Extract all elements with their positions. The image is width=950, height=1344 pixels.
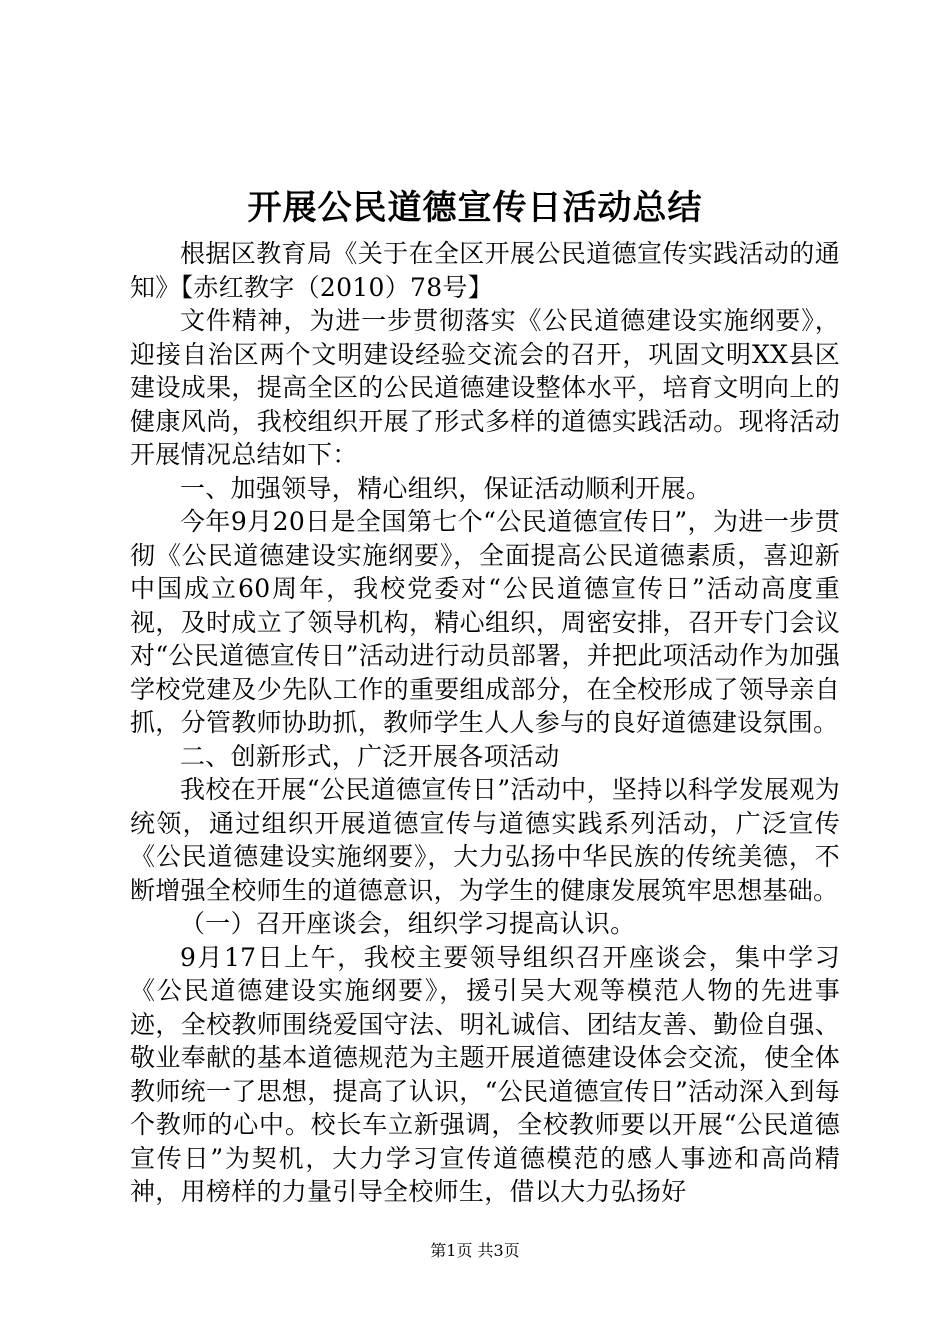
page-footer: 第1页 共3页 [430, 1241, 520, 1260]
paragraph: 文件精神，为进一步贯彻落实《公民道德建设实施纲要》，迎接自治区两个文明建设经验交流会的召开，巩固文明XX县区建设成果，提高全区的公民道德建设整体水平，培育文明向上的健康风尚，我校组织开展了形式多样的道德实践活动。现将活动开展情况总结如下： [130, 306, 840, 469]
document-title: 开展公民道德宣传日活动总结 [247, 188, 703, 228]
section-heading: 二、创新形式，广泛开展各项活动 [180, 741, 560, 771]
paragraph: 根据区教育局《关于在全区开展公民道德宣传实践活动的通知》【赤红教字（2010）78号】 [130, 239, 840, 302]
section-heading: 一、加强领导，精心组织，保证活动顺利开展。 [180, 473, 712, 503]
document-body [130, 237, 840, 1209]
subsection-heading: （一）召开座谈会，组织学习提高认识。 [180, 909, 636, 938]
paragraph: 我校在开展“公民道德宣传日”活动中，坚持以科学发展观为统领，通过组织开展道德宣传与道德实践系列活动，广泛宣传《公民道德建设实施纲要》，大力弘扬中华民族的传统美德，不断增强全校师生的道德意识，为学生的健康发展筑牢思想基础。 [130, 775, 840, 905]
paragraph: 今年9月20日是全国第七个“公民道德宣传日”，为进一步贯彻《公民道德建设实施纲要》，全面提高公民道德素质，喜迎新中国成立60周年，我校党委对“公民道德宣传日”活动高度重视，及时成立了领导机构，精心组织，周密安排，召开专门会议对“公民道德宣传日”活动进行动员部署，并把此项活动作为加强学校党建及少先队工作的重要组成部分，在全校形成了领导亲自抓，分管教师协助抓，教师学生人人参与的良好道德建设氛围。 [130, 507, 840, 737]
paragraph: 9月17日上午，我校主要领导组织召开座谈会，集中学习《公民道德建设实施纲要》，援引吴大观等模范人物的先进事迹，全校教师围绕爱国守法、明礼诚信、团结友善、勤俭自强、敬业奉献的基本道德规范为主题开展道德建设体会交流，使全体教师统一了思想，提高了认识，“公民道德宣传日”活动深入到每个教师的心中。校长车立新强调，全校教师要以开展“公民道德宣传日”为契机，大力学习宣传道德模范的感人事迹和高尚精神，用榜样的力量引导全校师生，借以大力弘扬好 [130, 942, 840, 1206]
